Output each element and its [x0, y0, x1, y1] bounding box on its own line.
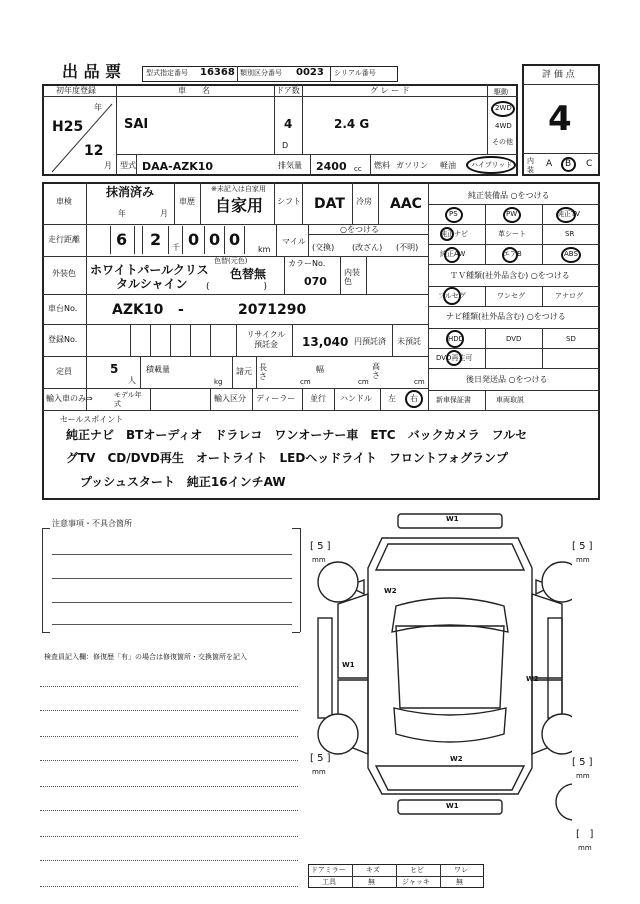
mileage-label: 走行距離 — [48, 235, 80, 244]
drive-4wd: 4WD — [495, 122, 512, 130]
car-diagram — [312, 508, 572, 838]
mileage-digit-4: 0 — [209, 230, 221, 249]
damage-mark-front-bumper: W1 — [446, 515, 459, 523]
navi-title: ナビ種類(社外品含む) ○をつける — [446, 312, 566, 321]
handle-left: 左 — [388, 394, 396, 403]
history-note: ※未記入は自家用 — [211, 185, 266, 193]
equip-title: 純正装備品 ○をつける — [468, 191, 550, 200]
tv-oneseg: ワンセグ — [497, 292, 525, 300]
tv-analog: アナログ — [555, 292, 583, 300]
inspection-month-unit: 月 — [160, 209, 168, 218]
grade-value: 2.4 G — [334, 117, 370, 131]
tire-rr-mm: mm — [576, 772, 590, 780]
import-dealer: ディーラー — [256, 394, 296, 403]
tire-depth-rl: [ 5 ] — [310, 753, 331, 764]
thousand-unit: 千 — [172, 243, 180, 252]
tire-depth-rr: [ 5 ] — [572, 757, 593, 768]
model-year-label: モデル年式 — [114, 391, 142, 408]
damage-mark-rear: W2 — [450, 755, 463, 763]
class-number: 0023 — [296, 67, 324, 78]
type-value: DAA-AZK10 — [142, 160, 214, 173]
km-unit: km — [258, 245, 271, 254]
inspection-label: 車検 — [56, 197, 72, 206]
recycle-label: リサイクル預託金 — [246, 330, 286, 349]
navi-hdd: HDD — [448, 335, 465, 343]
type-label: 型式 — [120, 161, 136, 170]
mileage-exchange: (交換) — [312, 243, 335, 252]
tire-fr-mm: mm — [576, 556, 590, 564]
length-cm: cm — [300, 378, 311, 386]
year-unit: 年 — [94, 103, 102, 112]
equip-pw: PW — [506, 210, 518, 218]
class-label: 類別区分番号 — [240, 69, 282, 77]
fuel-diesel: 軽油 — [440, 161, 456, 170]
history-value: 自家用 — [215, 196, 264, 215]
capacity-value: 5 — [110, 362, 119, 376]
score-label: 評 価 点 — [542, 70, 575, 80]
length-label: 長さ — [259, 363, 267, 381]
handle-right: 右 — [410, 394, 418, 403]
interior-b: B — [565, 159, 572, 169]
drive-label: 駆動 — [494, 88, 508, 96]
displacement-value: 2400 — [316, 160, 347, 173]
import-category-label: 輸入区分 — [214, 394, 246, 403]
damage-mark-front-left: W2 — [384, 587, 397, 595]
tire-depth-fl-value: 5 — [317, 541, 324, 552]
color-no-label: カラーNo. — [288, 259, 326, 268]
navi-ring — [440, 227, 454, 241]
tire-spare-mm: mm — [578, 844, 592, 852]
footer-header-scratch: キズ — [366, 866, 380, 874]
chassis-prefix: AZK10 — [112, 302, 164, 318]
inspector-label: 検査員記入欄：修復歴「有」の場合は修復箇所・交換箇所を記入 — [44, 653, 247, 661]
circle-note: ○をつける — [340, 225, 379, 234]
color-orig-label: 色替(元色) — [214, 257, 248, 265]
navi-sd: SD — [566, 335, 576, 343]
dimensions-label: 諸元 — [236, 367, 252, 376]
shift-label: シフト — [277, 197, 301, 206]
drive-other: その他 — [492, 138, 513, 146]
grade-label: グ レ ー ド — [370, 86, 410, 95]
kg-unit: kg — [214, 378, 223, 386]
capacity-label: 定員 — [56, 367, 72, 376]
mileage-digit-5: 0 — [229, 230, 241, 249]
damage-mark-right-side: W2 — [526, 675, 539, 683]
drive-2wd: 2WD — [495, 104, 512, 112]
footer-header-break: ワレ — [454, 866, 468, 874]
color-change-value: 色替無 — [230, 267, 267, 281]
color-line1: ホワイトパールクリス — [90, 263, 209, 277]
mileage-digit-1: 6 — [116, 230, 128, 249]
recycle-paid: 円預託済 — [354, 337, 386, 346]
person-unit: 人 — [128, 376, 136, 385]
equip-abs: ABS — [564, 250, 578, 258]
later-warranty: 新車保証書 — [436, 396, 471, 404]
width-label: 幅 — [316, 365, 324, 374]
fuel-gasoline: ガソリン — [396, 161, 428, 170]
fuel-label: 燃料 — [374, 161, 390, 170]
mileage-digit-3: 0 — [188, 230, 200, 249]
color-line2: タルシャイン — [116, 277, 188, 291]
color-orig-paren: ( ) — [206, 282, 268, 292]
mileage-unknown: (不明) — [396, 243, 419, 252]
chassis-number: 2071290 — [238, 302, 307, 318]
navi-dvd: DVD — [506, 335, 522, 343]
equip-tv: 純正TV — [557, 210, 581, 218]
month-unit: 月 — [104, 161, 112, 170]
footer-value-none-2: 無 — [456, 878, 463, 886]
model-cert-label: 型式指定番号 — [146, 69, 188, 77]
sales-line-3: プッシュスタート 純正16インチAW — [80, 475, 286, 489]
tire-depth-spare: [ ] — [576, 829, 594, 840]
width-cm: cm — [358, 378, 369, 386]
equip-aw: 純正AW — [440, 250, 466, 258]
recycle-value: 13,040 — [302, 335, 349, 349]
tire-depth-fl: [ 5 ] — [310, 541, 331, 552]
tv-title: ＴＶ種類(社外品含む) ○をつける — [450, 271, 570, 280]
later-title: 後日発送品 ○をつける — [466, 375, 548, 384]
sales-line-1: 純正ナビ BTオーディオ ドラレコ ワンオーナー車 ETC バックカメラ フルセ — [66, 428, 528, 442]
footer-value-tools: 工具 — [322, 878, 336, 886]
doors-value: 4 — [284, 117, 293, 131]
tire-rl-mm: mm — [312, 768, 326, 776]
model-cert-number: 16368 — [200, 67, 235, 78]
damage-mark-rear-bumper: W1 — [446, 802, 459, 810]
tire-fl-mm: mm — [312, 556, 326, 564]
footer-header-mirror: ドアミラー — [311, 866, 346, 874]
car-name: SAI — [124, 117, 149, 132]
import-label: 輸入車のみ⇒ — [46, 394, 93, 403]
cc-unit: cc — [354, 165, 362, 173]
serial-label: シリアル番号 — [334, 69, 376, 77]
tire-depth-fr-value: 5 — [579, 541, 586, 552]
shift-value: DAT — [314, 196, 345, 212]
import-parallel: 並行 — [310, 394, 326, 403]
interior-c: C — [586, 159, 593, 169]
doors-label: ドア数 — [276, 86, 300, 95]
recycle-unpaid: 未預託 — [397, 337, 421, 346]
chassis-label: 車台No. — [48, 304, 78, 313]
equip-sr: SR — [565, 230, 575, 238]
equip-ps: PS — [449, 210, 458, 218]
caution-label: 注意事項・不具合箇所 — [52, 519, 132, 528]
doors-d-mark: D — [282, 141, 289, 150]
tire-depth-fr: [ 5 ] — [572, 541, 593, 552]
equip-navi: 純正ナビ — [440, 230, 468, 238]
footer-value-none-1: 無 — [368, 878, 375, 886]
damage-mark-left-side: W1 — [342, 661, 355, 669]
ac-value: AAC — [390, 196, 422, 212]
mileage-digit-2: 2 — [150, 230, 162, 249]
regno-label: 登録No. — [48, 335, 78, 344]
footer-header-crack: ヒビ — [410, 866, 424, 874]
sales-label: セールスポイント — [60, 415, 124, 424]
load-label: 積載量 — [146, 365, 170, 374]
first-reg-label: 初年度登録 — [56, 86, 96, 95]
displacement-label: 排気量 — [278, 161, 302, 170]
score-value: 4 — [548, 99, 572, 139]
color-label: 外装色 — [52, 269, 76, 278]
car-name-label: 車 名 — [178, 86, 210, 95]
ac-label: 冷房 — [356, 197, 372, 206]
height-label: 高さ — [372, 362, 380, 380]
tire-depth-rl-value: 5 — [317, 753, 324, 764]
sales-line-2: グTV CD/DVD再生 オートライト LEDヘッドライト フロントフォグランプ — [66, 451, 508, 465]
fuel-hybrid: ハイブリッド — [471, 161, 513, 169]
color-no-value: 070 — [304, 275, 327, 288]
height-cm: cm — [414, 378, 425, 386]
chassis-dash: - — [178, 302, 184, 318]
interior-color-label: 内装色 — [344, 268, 360, 286]
inspection-year-unit: 年 — [118, 209, 126, 218]
mile-unit: マイル — [282, 237, 306, 246]
footer-value-jack: ジャッキ — [402, 878, 430, 886]
equip-leather: 革シート — [498, 230, 526, 238]
equip-airbag: エアB — [503, 250, 522, 258]
tv-fullseg: フルセグ — [438, 292, 466, 300]
history-label: 車歴 — [179, 197, 195, 206]
interior-a: A — [546, 159, 553, 169]
form-title: 出 品 票 — [62, 62, 122, 81]
mileage-modified: (改ざん) — [352, 243, 383, 252]
later-manual: 車両取説 — [496, 396, 524, 404]
dvd-play: DVD再生可 — [436, 354, 473, 362]
inspection-value: 抹消済み — [106, 185, 155, 199]
first-reg-month: 12 — [84, 143, 104, 159]
tire-depth-rr-value: 5 — [579, 757, 586, 768]
handle-label: ハンドル — [340, 394, 372, 403]
interior-label: 内装 — [527, 157, 534, 174]
first-reg-year: H25 — [52, 119, 84, 135]
